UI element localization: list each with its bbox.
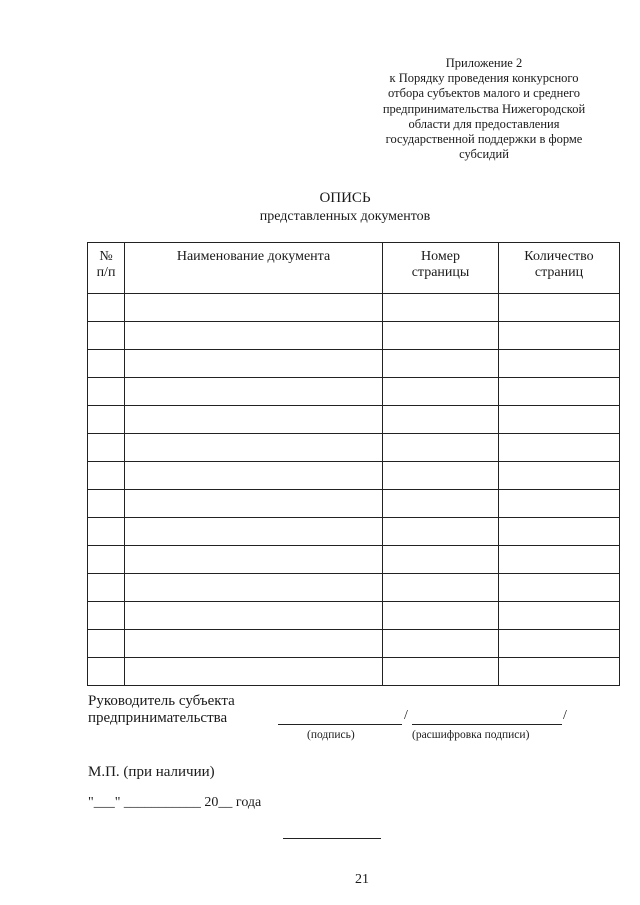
table-row: [88, 462, 620, 490]
cell-page-count[interactable]: [499, 462, 620, 490]
appendix-line: отбора субъектов малого и среднего: [388, 86, 580, 101]
cell-document-name[interactable]: [125, 518, 383, 546]
signer-role-line2: предпринимательства: [88, 710, 228, 726]
cell-page-number[interactable]: [383, 602, 499, 630]
table-row: [88, 378, 620, 406]
table-row: [88, 574, 620, 602]
cell-page-count[interactable]: [499, 490, 620, 518]
cell-document-name[interactable]: [125, 462, 383, 490]
cell-page-count[interactable]: [499, 630, 620, 658]
appendix-line: к Порядку проведения конкурсного: [389, 71, 579, 86]
table-row: [88, 406, 620, 434]
cell-page-number[interactable]: [383, 462, 499, 490]
cell-page-count[interactable]: [499, 322, 620, 350]
table-row: [88, 322, 620, 350]
table-row: [88, 434, 620, 462]
appendix-line: государственной поддержки в форме: [385, 132, 583, 147]
name-decoding-caption: (расшифровка подписи): [412, 729, 530, 741]
signer-role-line1: Руководитель субъекта: [88, 693, 235, 709]
cell-page-number[interactable]: [383, 434, 499, 462]
cell-document-name[interactable]: [125, 322, 383, 350]
cell-number[interactable]: [88, 658, 125, 686]
cell-page-count[interactable]: [499, 518, 620, 546]
appendix-line: субсидий: [459, 147, 509, 162]
signature-end-separator: /: [563, 708, 567, 723]
date-line: "___" ___________ 20__ года: [88, 795, 262, 810]
cell-document-name[interactable]: [125, 546, 383, 574]
table-row: [88, 350, 620, 378]
cell-page-number[interactable]: [383, 658, 499, 686]
cell-number[interactable]: [88, 518, 125, 546]
signature-separator: /: [404, 708, 408, 723]
cell-page-count[interactable]: [499, 434, 620, 462]
cell-page-count[interactable]: [499, 574, 620, 602]
signature-line[interactable]: [278, 724, 402, 725]
cell-page-number[interactable]: [383, 546, 499, 574]
cell-document-name[interactable]: [125, 406, 383, 434]
cell-page-number[interactable]: [383, 406, 499, 434]
header-document-name: [125, 243, 383, 294]
header-number-line1: №: [99, 249, 113, 264]
cell-page-number[interactable]: [383, 490, 499, 518]
header-page-number: [383, 243, 499, 294]
documents-table: [87, 242, 620, 686]
document-subtitle: представленных документов: [259, 209, 431, 224]
cell-page-number[interactable]: [383, 350, 499, 378]
cell-page-number[interactable]: [383, 574, 499, 602]
cell-page-number[interactable]: [383, 378, 499, 406]
cell-document-name[interactable]: [125, 434, 383, 462]
table-row: [88, 294, 620, 322]
cell-document-name[interactable]: [125, 630, 383, 658]
cell-document-name[interactable]: [125, 490, 383, 518]
cell-number[interactable]: [88, 490, 125, 518]
header-document-name-text: Наименование документа: [176, 249, 331, 264]
table-header-row: [88, 243, 620, 294]
appendix-line: предпринимательства Нижегородской: [382, 101, 586, 116]
header-page-count-line1: Количество: [524, 249, 594, 264]
cell-document-name[interactable]: [125, 602, 383, 630]
cell-number[interactable]: [88, 350, 125, 378]
cell-page-count[interactable]: [499, 602, 620, 630]
cell-document-name[interactable]: [125, 378, 383, 406]
cell-document-name[interactable]: [125, 350, 383, 378]
cell-number[interactable]: [88, 434, 125, 462]
cell-page-count[interactable]: [499, 658, 620, 686]
appendix-line: Приложение 2: [445, 56, 523, 70]
cell-number[interactable]: [88, 630, 125, 658]
cell-number[interactable]: [88, 602, 125, 630]
table-row: [88, 518, 620, 546]
appendix-line: области для предоставления: [408, 116, 560, 131]
header-number: [88, 243, 125, 294]
table-body: [88, 294, 620, 686]
cell-page-count[interactable]: [499, 406, 620, 434]
table-row: [88, 658, 620, 686]
cell-page-count[interactable]: [499, 546, 620, 574]
cell-number[interactable]: [88, 294, 125, 322]
table-row: [88, 490, 620, 518]
cell-number[interactable]: [88, 378, 125, 406]
signer-role: [88, 693, 235, 727]
table-row: [88, 602, 620, 630]
appendix-note: [368, 56, 600, 162]
header-page-count: [499, 243, 620, 294]
header-page-number-line1: Номер: [421, 249, 460, 264]
cell-page-number[interactable]: [383, 518, 499, 546]
document-title-block: [0, 190, 640, 225]
name-decoding-line[interactable]: [412, 724, 562, 725]
header-page-count-line2: страниц: [534, 265, 584, 280]
header-number-line2: п/п: [96, 265, 116, 280]
cell-number[interactable]: [88, 546, 125, 574]
bottom-rule: [283, 838, 381, 839]
document-title: ОПИСЬ: [319, 190, 371, 206]
cell-page-number[interactable]: [383, 630, 499, 658]
cell-page-number[interactable]: [383, 322, 499, 350]
cell-number[interactable]: [88, 406, 125, 434]
cell-page-number[interactable]: [383, 294, 499, 322]
cell-document-name[interactable]: [125, 574, 383, 602]
page-number: 21: [355, 872, 369, 887]
cell-page-count[interactable]: [499, 350, 620, 378]
cell-document-name[interactable]: [125, 658, 383, 686]
cell-number[interactable]: [88, 574, 125, 602]
cell-page-count[interactable]: [499, 378, 620, 406]
header-page-number-line2: страницы: [411, 265, 470, 280]
stamp-label: М.П. (при наличии): [88, 764, 215, 780]
cell-page-count[interactable]: [499, 294, 620, 322]
cell-number[interactable]: [88, 322, 125, 350]
table-row: [88, 630, 620, 658]
signature-caption: (подпись): [307, 729, 355, 741]
table-row: [88, 546, 620, 574]
cell-document-name[interactable]: [125, 294, 383, 322]
cell-number[interactable]: [88, 462, 125, 490]
